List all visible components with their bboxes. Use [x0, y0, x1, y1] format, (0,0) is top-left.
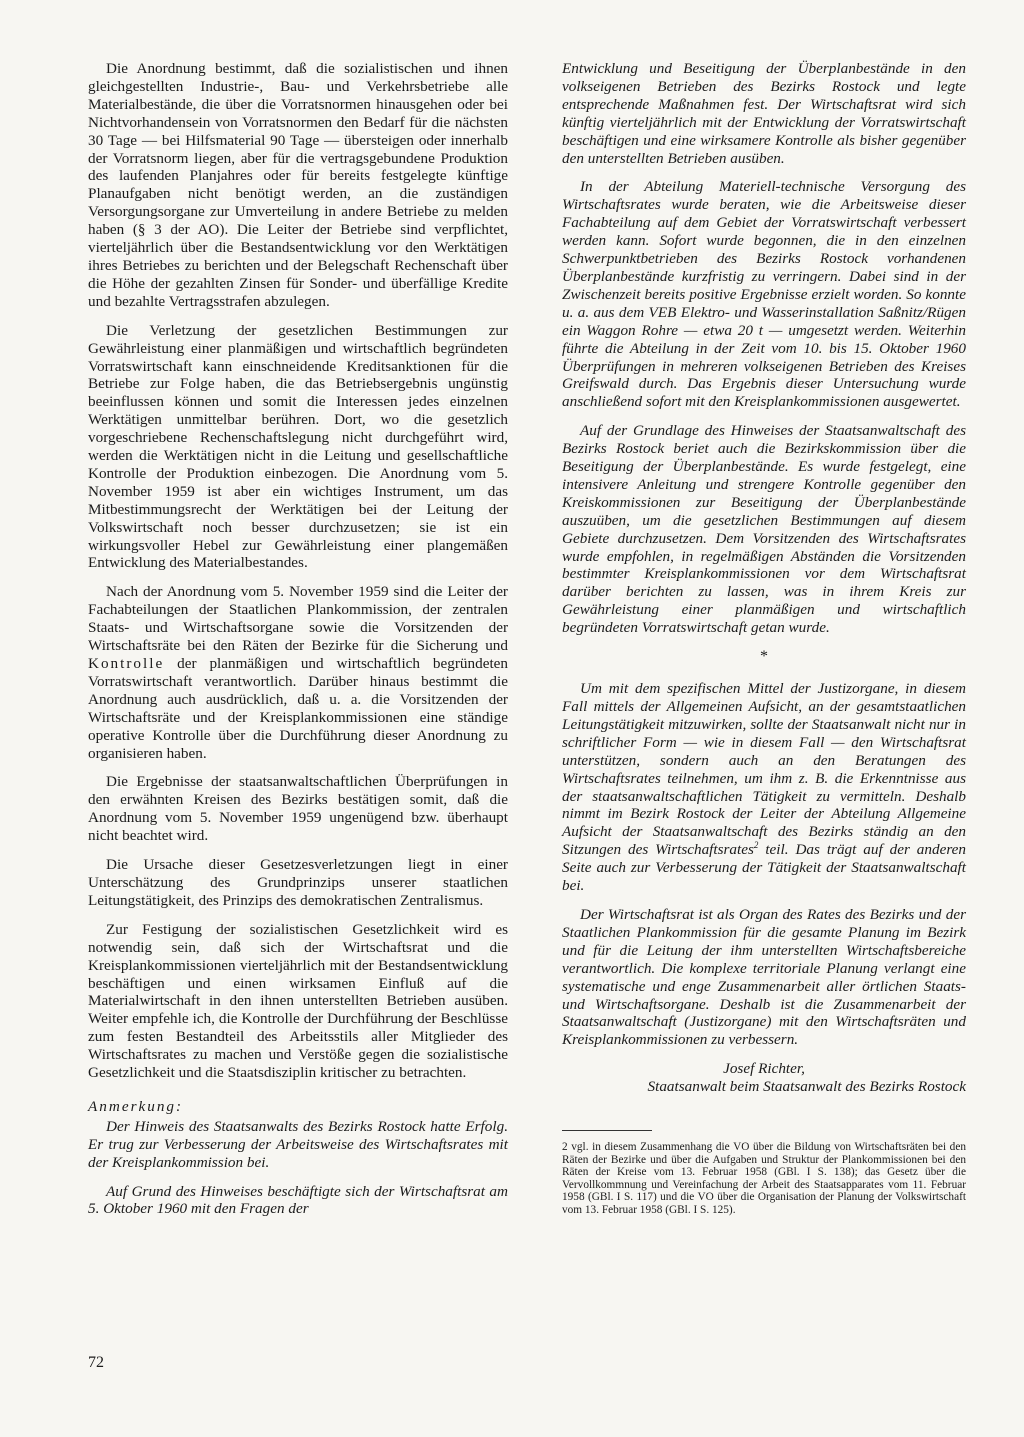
- paragraph-wirtschaftsrat: Der Wirtschaftsrat ist als Organ des Rates des Bezirks und der Staatlichen Plankommission für die gesamte Planung im Bezirk und für die Leitung der ihm unterstellten Wirtschaftsbereiche verantwortlich. Die komplexe territoriale Planung verlangt eine systematische und enge Zusammenarbeit aller örtlichen Staats- und Wirtschaftsorgane. Deshalb ist die Zusammenarbeit der Staatsanwaltschaft (Justizorgane) mit den Wirtschaftsräten und Kreisplankommissionen zu verbessern.: [562, 905, 966, 1049]
- paragraph-kreditsanktionen: Die Verletzung der gesetzlichen Bestimmungen zur Gewährleistung einer planmäßigen und wirtschaftlich begründeten Vorratswirtschaft kann einschneidende Kreditsanktionen für die Betriebe zur Folge haben, die das Betriebsergebnis ungünstig beeinflussen können und somit die Interessen jedes einzelnen Werktätigen unmittelbar berühren. Dort, wo die gesetzlich vorgeschriebene Rechenschaftslegung nicht durchgeführt wird, werden die Werktätigen nicht in die Leitung und gesellschaftliche Kontrolle der Produktion einbezogen. Die Anordnung vom 5. November 1959 ist aber ein wichtiges Instrument, um das Mitbestimmungsrecht der Werktätigen bei der Leitung der Volkswirtschaft noch besser durchzusetzen; sie ist ein wirkungsvoller Hebel zur Gewährleistung einer plangemäßen Entwicklung des Materialbestandes.: [88, 321, 508, 572]
- annotation-paragraph-2: Auf Grund des Hinweises beschäftigte sich der Wirtschaftsrat am 5. Oktober 1960 mit den Fragen der: [88, 1182, 508, 1218]
- paragraph-ergebnisse: Die Ergebnisse der staatsanwaltschaftlichen Überprüfungen in den erwähnten Kreisen des Bezirks bestätigen somit, daß die Anordnung vom 5. November 1959 ungenügend bzw. überhaupt nicht beachtet wird.: [88, 773, 508, 845]
- footnote-divider: [562, 1130, 652, 1131]
- signature-title: Staatsanwalt beim Staatsanwalt des Bezirks Rostock: [647, 1078, 966, 1096]
- section-separator-asterisk: *: [760, 648, 768, 666]
- left-column: [88, 60, 508, 1229]
- paragraph-ursache: Die Ursache dieser Gesetzesverletzungen liegt in einer Unterschätzung des Grundprinzips unserer staatlichen Leitungstätigkeit, des Prinzips des demokratischen Zentralismus.: [88, 856, 508, 909]
- paragraph-justizorgane: Um mit dem spezifischen Mittel der Justizorgane, in diesem Fall mittels der Allgemeinen Aufsicht, an der gesamtstaatlichen Leitungstätigkeit mitzuwirken, sollte der Staatsanwalt nicht nur in schriftlicher Form — wie in diesem Fall — den Wirtschaftsrat unterstützen, sondern auch an den Beratungen des Wirtschaftsrates teilnehmen, um ihm z. B. die Erkenntnisse aus der staatsanwaltschaftlichen Tätigkeit zu vermitteln. Deshalb nimmt im Bezirk Rostock der Leiter der Abteilung Allgemeine Aufsicht der Staatsanwaltschaft des Bezirks ständig an den Sitzungen des Wirtschaftsrates$^2$ teil. Das trägt auf der anderen Seite auch zur Verbesserung der Tätigkeit der Staatsanwaltschaft bei.: [562, 680, 967, 895]
- annotation-paragraph-1: Der Hinweis des Staatsanwalts des Bezirks Rostock hatte Erfolg. Er trug zur Verbesserung der Arbeitsweise des Wirtschaftsrates mit der Kreisplankommission bei.: [88, 1117, 508, 1171]
- paragraph-vorratsnormen: Die Anordnung bestimmt, daß die sozialistischen und ihnen gleichgestellten Industrie-, Bau- und Verkehrsbetriebe alle Materialbestände, die über die Vorratsnormen hinausgehen oder bei Nichtvorhandensein von Vorratsnormen den Bedarf für die nächsten 30 Tage — bei Hilfsmaterial 90 Tage — übersteigen oder innerhalb der Vorratsnorm liegen, aber für die vertragsgebundene Produktion des laufenden Planjahres oder für bereits festgelegte künftige Planaufgaben nicht benötigt werden, an die zuständigen Versorgungsorgane zur Umverteilung in andere Betriebe zu melden haben (§ 3 der AO). Die Leiter der Betriebe sind verpflichtet, vierteljährlich über die Bestandsentwicklung vor den Werktätigen ihres Betriebes zu berichten und der Belegschaft Rechenschaft über die Höhe der gezahlten Zinsen für Sonder- und überfällige Kredite und bezahlte Vertragsstrafen abzulegen.: [88, 60, 508, 310]
- signature-name: Josef Richter,: [723, 1060, 805, 1078]
- paragraph-abteilung: In der Abteilung Materiell-technische Versorgung des Wirtschaftsrates wurde beraten, wie die Arbeitsweise dieser Fachabteilung auf dem Gebiet der Vorratswirtschaft verbessert werden kann. Sofort wurde begonnen, die in den einzelnen Schwerpunktbetrieben des Bezirks Rostock vorhandenen Überplanbestände kurzfristig zu verringern. Dabei sind in der Zwischenzeit bereits positive Ergebnisse erzielt worden. So konnte u. a. aus dem VEB Elektro- und Wasserinstallation Saßnitz/Rügen ein Waggon Rohre — etwa 20 t — umgesetzt werden. Weiterhin führte die Abteilung in der Zeit vom 10. bis 15. Oktober 1960 Überprüfungen in mehreren volkseigenen Betrieben des Kreises Greifswald durch. Das Ergebnis dieser Untersuchung wurde anschließend sofort mit den Kreisplankommissionen ausgewertet.: [562, 178, 966, 411]
- page-number: 72: [88, 1354, 104, 1371]
- annotation-heading: Anmerkung:: [88, 1097, 184, 1115]
- footnote-2: 2 vgl. in diesem Zusammenhang die VO über die Bildung von Wirtschaftsräten bei den Räten der Bezirke und über die Aufgaben und Struktur der Plankommissionen bei den Räten der Kreise vom 13. Februar 1958 (GBl. I S. 138); das Gesetz über die Vervollkommnung und Vereinfachung der Arbeit des Staatsapparates vom 11. Februar 1958 (GBl. I S. 117) und die VO über die Organisation der Planung der Volkswirtschaft vom 13. Februar 1958 (GBl. I S. 125).: [562, 1141, 966, 1216]
- paragraph-verantwortlichkeit: Nach der Anordnung vom 5. November 1959 sind die Leiter der Fachabteilungen der Staatlichen Plankommission, der zentralen Staats- und Wirtschaftsorgane sowie die Vorsitzenden der Wirtschaftsräte bei den Räten der Bezirke für die Sicherung und Kontrolle der planmäßigen und wirtschaftlich begründeten Vorratswirtschaft verantwortlich. Darüber hinaus bestimmt die Anordnung auch ausdrücklich, daß u. a. die Vorsitzenden der Wirtschaftsräte und der Kreisplankommissionen eine ständige operative Kontrolle über die Durchführung dieser Anordnung zu organisieren haben.: [88, 583, 508, 762]
- paragraph-bezirkskommission: Auf der Grundlage des Hinweises der Staatsanwaltschaft des Bezirks Rostock beriet auch die Bezirkskommission über die Beseitigung der Überplanbestände. Es wurde festgelegt, eine intensivere Anleitung und strengere Kontrolle gegenüber den Kreiskommissionen zur Beseitigung der Überplanbestände auszuüben, um die gesetzlichen Bestimmungen auf diesem Gebiete durchzusetzen. Dem Vorsitzenden des Wirtschaftsrates wurde empfohlen, in regelmäßigen Abständen die Vorsitzenden bestimmter Kreisplankommissionen vor dem Wirtschaftsrat darüber berichten zu lassen, was in ihrem Kreis zur Gewährleistung einer planmäßigen und wirtschaftlich begründeten Vorratswirtschaft getan wurde.: [562, 422, 966, 637]
- paragraph-festigung: Zur Festigung der sozialistischen Gesetzlichkeit wird es notwendig sein, daß sich der Wirtschaftsrat und die Kreisplankommissionen vierteljährlich mit der Bestandsentwicklung beschäftigen und einen wirksamen Einfluß auf die Materialwirtschaft in den ihnen unterstellten Betrieben ausüben. Weiter empfehle ich, die Kontrolle der Durchführung der Beschlüsse zum festen Bestandteil des Arbeitsstils aller Mitglieder des Wirtschaftsrates zu machen und Verstöße gegen die sozialistische Gesetzlichkeit und die Staatsdisziplin kritischer zu betrachten.: [88, 920, 508, 1082]
- paragraph-entwicklung: Entwicklung und Beseitigung der Überplanbestände in den volkseigenen Betrieben des Bezirks Rostock und legte entsprechende Maßnahmen fest. Der Wirtschaftsrat wird sich künftig vierteljährlich mit der Entwicklung der Vorratswirtschaft beschäftigen und eine wirksamere Kontrolle als bisher gegenüber den unterstellten Betrieben ausüben.: [562, 60, 966, 167]
- right-column: [562, 60, 966, 1217]
- footnote-reference: 2: [753, 840, 759, 851]
- spaced-word-kontrolle: Kontrolle: [88, 655, 165, 672]
